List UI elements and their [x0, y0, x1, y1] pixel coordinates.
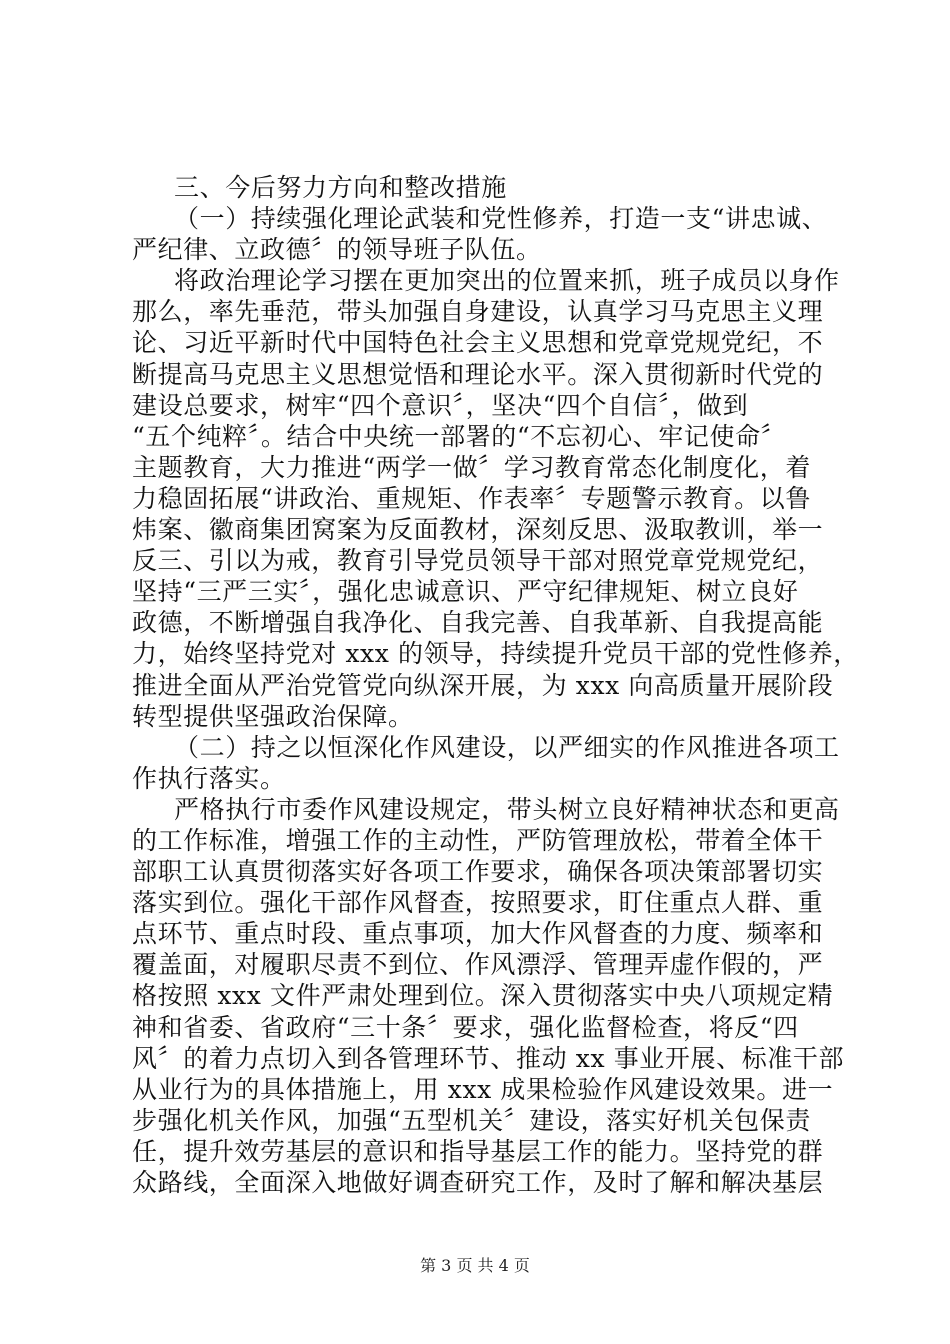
paragraph-line: 步强化机关作风，加强“五型机关〞建设，落实好机关包保责	[132, 1105, 811, 1135]
paragraph-line: 部职工认真贯彻落实好各项工作要求，确保各项决策部署切实	[132, 857, 824, 887]
paragraph-line: 的工作标准，增强工作的主动性，严防管理放松，带着全体干	[132, 825, 824, 855]
paragraph-line: 风〞的着力点切入到各管理环节、推动 xx 事业开展、标准干部	[132, 1043, 845, 1073]
paragraph-line: 力稳固拓展“讲政治、重规矩、作表率〞专题警示教育。以鲁	[132, 483, 811, 513]
paragraph-line: 转型提供坚强政治保障。	[132, 701, 414, 731]
paragraph-line: 坚持“三严三实〞，强化忠诚意识、严守纪律规矩、树立良好	[132, 577, 799, 607]
section-heading: 三、今后努力方向和整改措施	[174, 173, 507, 202]
paragraph-line: 政德，不断增强自我净化、自我完善、自我革新、自我提高能	[132, 608, 824, 638]
paragraph-line: “五个纯粹〞。结合中央统一部署的“不忘初心、牢记使命〞	[132, 421, 787, 451]
page-number-footer: 第 3 页 共 4 页	[420, 1256, 530, 1275]
paragraph-line: 从业行为的具体措施上，用 xxx 成果检验作风建设效果。进一	[132, 1074, 834, 1104]
paragraph-line: 落实到位。强化干部作风督查，按照要求，盯住重点人群、重	[132, 888, 824, 918]
paragraph-line: 主题教育，大力推进“两学一做〞学习教育常态化制度化，着	[132, 452, 811, 482]
paragraph-line: 反三、引以为戒，教育引导党员领导干部对照党章党规党纪，	[132, 546, 824, 576]
paragraph-line: 覆盖面，对履职尽责不到位、作风漂浮、管理弄虚作假的，严	[132, 950, 824, 980]
paragraph-line: 断提高马克思主义思想觉悟和理论水平。深入贯彻新时代党的	[132, 359, 824, 389]
paragraph-line: 神和省委、省政府“三十条〞要求，强化监督检查，将反“四	[132, 1012, 799, 1042]
paragraph-line: 推进全面从严治党管党向纵深开展，为 xxx 向高质量开展阶段	[132, 670, 834, 700]
paragraph-line: 严格执行市委作风建设规定，带头树立良好精神状态和更高	[174, 794, 840, 824]
subsection-heading-1-cont: 严纪律、立政德〞的领导班子队伍。	[132, 235, 542, 265]
paragraph-line: 点环节、重点时段、重点事项，加大作风督查的力度、频率和	[132, 919, 824, 949]
subsection-heading-1: （一）持续强化理论武装和党性修养，打造一支“讲忠诚、	[174, 204, 828, 234]
paragraph-line: 任，提升效劳基层的意识和指导基层工作的能力。坚持党的群	[132, 1136, 824, 1166]
paragraph-line: 那么，率先垂范，带头加强自身建设，认真学习马克思主义理	[132, 297, 824, 327]
paragraph-line: 论、习近平新时代中国特色社会主义思想和党章党规党纪，不	[132, 328, 824, 358]
paragraph-line: 将政治理论学习摆在更加突出的位置来抓，班子成员以身作	[174, 266, 840, 296]
document-body	[132, 172, 859, 1198]
paragraph-line: 力，始终坚持党对 xxx 的领导，持续提升党员干部的党性修养，	[132, 639, 859, 669]
paragraph-line: 众路线，全面深入地做好调查研究工作，及时了解和解决基层	[132, 1168, 824, 1197]
subsection-heading-2-cont: 作执行落实。	[132, 763, 286, 793]
paragraph-line: 格按照 xxx 文件严肃处理到位。深入贯彻落实中央八项规定精	[132, 981, 834, 1011]
paragraph-line: 炜案、徽商集团窝案为反面教材，深刻反思、汲取教训，举一	[132, 515, 824, 545]
subsection-heading-2: （二）持之以恒深化作风建设，以严细实的作风推进各项工	[174, 732, 840, 762]
paragraph-line: 建设总要求，树牢“四个意识〞，坚决“四个自信〞，做到	[132, 390, 749, 420]
